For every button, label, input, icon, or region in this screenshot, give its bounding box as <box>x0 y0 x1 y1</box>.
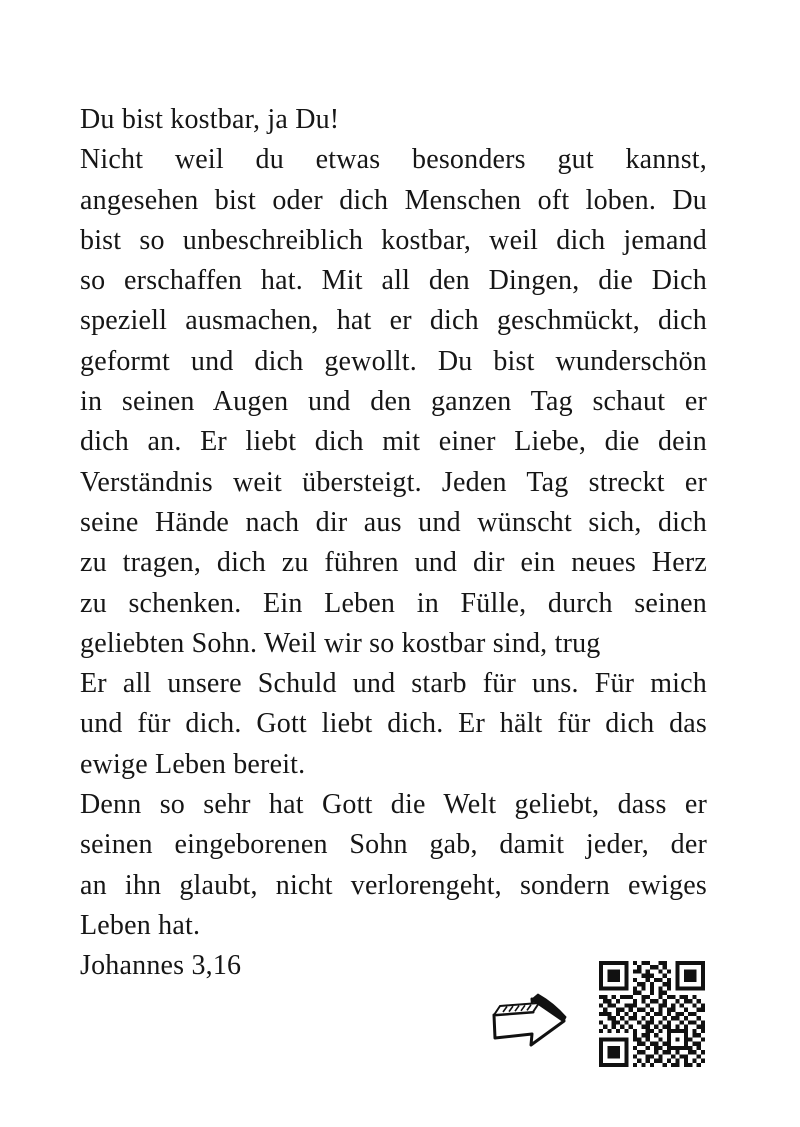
arrow-right-icon <box>486 986 570 1054</box>
text-line: Leben hat. <box>80 909 201 941</box>
text-line: geformt und dich gewollt. Du bist wunderschön <box>80 345 707 377</box>
qr-code <box>599 961 705 1067</box>
text-line: geliebten Sohn. Weil wir so kostbar sind, trug <box>80 627 601 659</box>
text-line: Denn so sehr hat Gott die Welt geliebt, dass er <box>80 789 707 821</box>
text-line: angesehen bist oder dich Menschen oft loben. Du <box>80 184 707 216</box>
text-line: ewige Leben bereit. <box>80 748 306 780</box>
text-line: Er all unsere Schuld und starb für uns. Für mich <box>80 668 707 700</box>
text-line: so erschaffen hat. Mit all den Dingen, die Dich <box>80 265 707 297</box>
text-line: Verständnis weit übersteigt. Jeden Tag streckt er <box>80 466 707 498</box>
text-line: zu tragen, dich zu führen und dir ein neues Herz <box>80 547 707 579</box>
text-line: und für dich. Gott liebt dich. Er hält für dich das <box>80 708 707 740</box>
text-line: an ihn glaubt, nicht verlorengeht, sondern ewiges <box>80 869 707 901</box>
text-line: seinen eingeborenen Sohn gab, damit jeder, der <box>80 829 707 861</box>
text-line: bist so unbeschreiblich kostbar, weil dich jemand <box>80 224 707 256</box>
text-line: Du bist kostbar, ja Du! <box>80 104 340 135</box>
text-line: in seinen Augen und den ganzen Tag schaut er <box>80 386 707 418</box>
text-line: zu schenken. Ein Leben in Fülle, durch seinen <box>80 587 707 619</box>
text-line: seine Hände nach dir aus und wünscht sich, dich <box>80 506 707 538</box>
body-text <box>80 100 707 987</box>
text-line: dich an. Er liebt dich mit einer Liebe, die dein <box>80 426 707 458</box>
text-line: speziell ausmachen, hat er dich geschmückt, dich <box>80 305 707 337</box>
text-line: Nicht weil du etwas besonders gut kannst, <box>80 144 707 176</box>
text-line: Johannes 3,16 <box>80 950 242 982</box>
